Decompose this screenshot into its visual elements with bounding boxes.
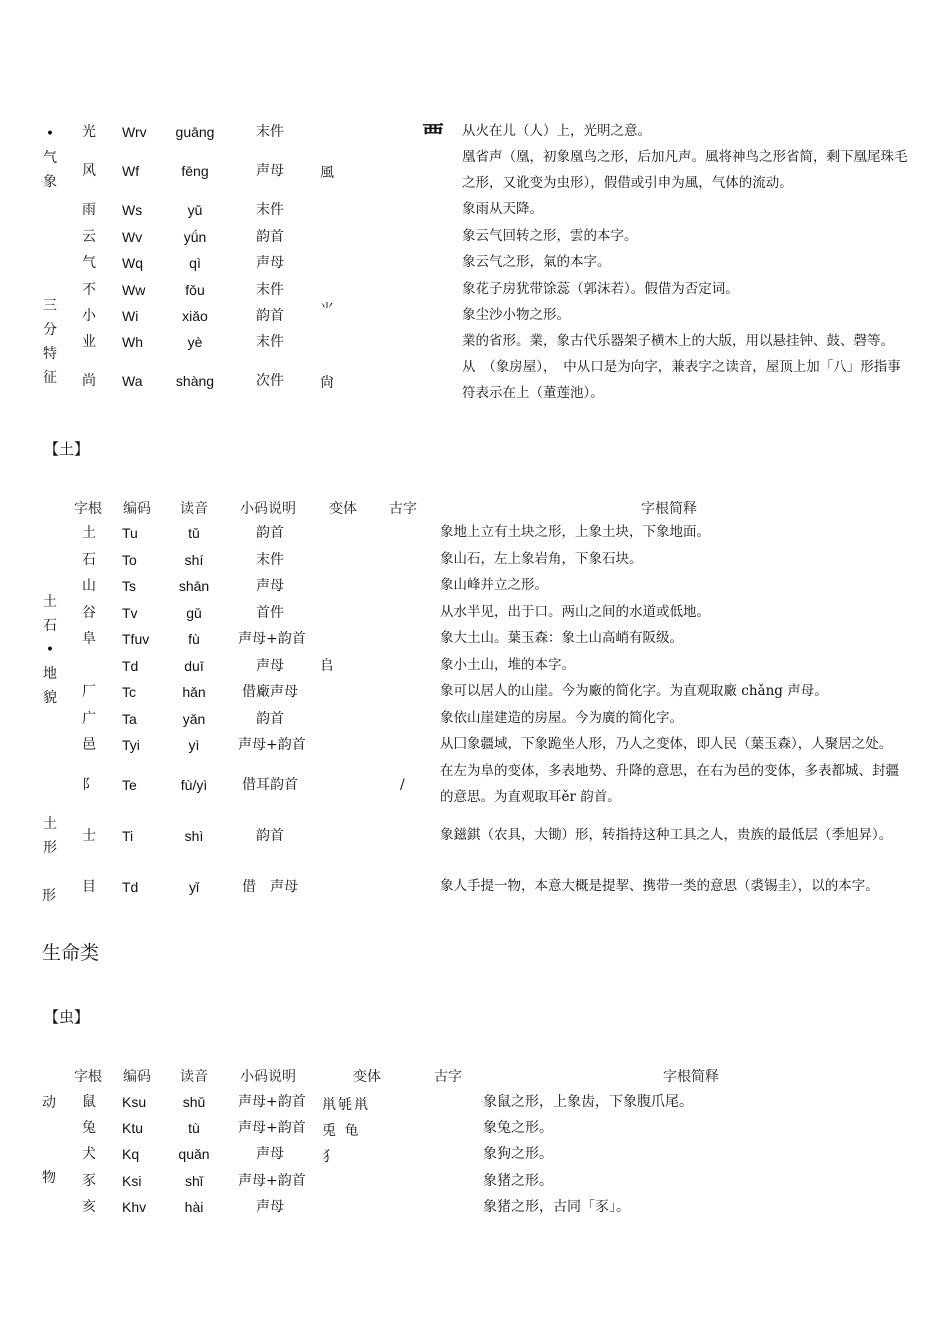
row-code: Tyi — [122, 737, 140, 753]
row-code: Te — [122, 777, 137, 793]
row-char: 邑 — [82, 737, 96, 753]
row-code: Khv — [122, 1199, 147, 1215]
row-variant: ⺌ — [320, 302, 334, 318]
row-reading: duī — [184, 658, 204, 674]
row-char: 阜 — [82, 631, 96, 647]
row-desc: 象猪之形。 — [483, 1173, 553, 1189]
row-char: 云 — [82, 229, 96, 245]
row-desc: 象小土山，堆的本字。 — [440, 657, 575, 673]
section-title: 生命类 — [42, 942, 100, 964]
row-desc: 象地上立有土块之形，上象土块，下象地面。 — [440, 524, 710, 540]
row-variant: 兎 龟 — [322, 1123, 361, 1139]
row-desc: 象可以居人的山崖。今为廠的简化字。为直观取廠 chǎng 声母。 — [440, 683, 828, 699]
row-char: 石 — [82, 552, 96, 568]
category-label-sanfen: 三分特征 — [43, 298, 57, 386]
header-char: 字根 — [74, 1069, 102, 1085]
row-desc: 象狗之形。 — [483, 1146, 553, 1162]
row-code: Tfuv — [122, 631, 150, 647]
row-desc: 象鼠之形，上象齿，下象腹爪尾。 — [483, 1094, 693, 1110]
row-char: 鼠 — [82, 1094, 96, 1110]
row-note: 末件 — [256, 124, 284, 140]
row-char: 豕 — [82, 1173, 96, 1189]
category-label-qixiang: • 气象 — [43, 126, 57, 190]
row-reading: shǐ — [185, 1173, 203, 1189]
row-note: 借 声母 — [242, 879, 298, 895]
section-heading-tu: 【土】 — [44, 440, 90, 458]
row-reading: yǘn — [183, 229, 207, 245]
row-variant: / — [400, 777, 405, 793]
row-desc: 象云气之形，氣的本字。 — [462, 254, 611, 270]
row-char: 山 — [82, 578, 96, 594]
row-desc: 象山石，左上象岩角，下象石块。 — [440, 551, 643, 567]
row-desc: 凰省声（凰，初象凰鸟之形，后加凡声。風将神鸟之形省简，剩下凰尾珠毛之形，又讹变为虫形），假借或引申为風，气体的流动。 — [462, 149, 908, 191]
category-label-wu: 物 — [42, 1170, 56, 1186]
row-note: 声母+韵首 — [238, 1094, 306, 1110]
row-desc: 象兔之形。 — [483, 1120, 553, 1136]
row-code: Ti — [122, 828, 134, 844]
row-note: 声母 — [256, 255, 284, 271]
header-ancient: 古字 — [389, 501, 417, 517]
row-variant: 風 — [320, 165, 334, 181]
header-variant: 变体 — [353, 1069, 381, 1085]
row-variant: 鼡㲒鼡 — [322, 1097, 370, 1113]
row-char: 犬 — [82, 1146, 96, 1162]
row-note: 韵首 — [256, 828, 284, 844]
row-variant: 尙 — [320, 375, 334, 391]
category-label-dong: 动 — [42, 1095, 56, 1111]
row-desc: 象花子房犹带馀蕊（郭沫若）。假借为否定词。 — [462, 281, 739, 297]
row-desc: 象云气回转之形，雲的本字。 — [462, 228, 638, 244]
row-code: Ksi — [122, 1173, 142, 1189]
row-code: Td — [122, 658, 139, 674]
row-code: Ww — [122, 282, 146, 298]
row-reading: yì — [188, 737, 200, 753]
row-note: 声母+韵首 — [238, 737, 306, 753]
row-reading: yè — [187, 334, 203, 350]
row-note: 借廠声母 — [242, 684, 298, 700]
row-char: 光 — [82, 124, 96, 140]
header-reading: 读音 — [180, 1069, 208, 1085]
row-code: Ta — [122, 711, 137, 727]
row-code: Wq — [122, 255, 143, 271]
row-reading: qì — [189, 255, 201, 271]
header-desc: 字根简释 — [641, 501, 697, 517]
row-char: 风 — [82, 163, 96, 179]
row-desc: 从火在儿（人）上，光明之意。 — [462, 123, 651, 139]
row-reading: shǔ — [182, 1094, 206, 1110]
row-code: Ksu — [122, 1094, 147, 1110]
row-char: 谷 — [82, 605, 96, 621]
header-note: 小码说明 — [240, 501, 296, 517]
header-desc: 字根简释 — [663, 1069, 719, 1085]
row-code: Ws — [122, 202, 143, 218]
row-reading: quǎn — [178, 1146, 210, 1162]
row-desc: 象雨从天降。 — [462, 201, 543, 217]
row-code: Ts — [122, 578, 136, 594]
row-code: Wi — [122, 308, 139, 324]
row-code: Td — [122, 879, 139, 895]
category-label-tuxing: 土形 — [43, 816, 57, 856]
header-code: 编码 — [123, 501, 151, 517]
row-reading: fǒu — [185, 282, 205, 298]
row-note: 韵首 — [256, 711, 284, 727]
row-char: 业 — [82, 334, 96, 350]
row-note: 借耳韵首 — [242, 777, 298, 793]
row-reading: hǎn — [182, 684, 206, 700]
row-desc: 从囗象疆域，下象跪坐人形，乃人之变体，即人民（葉玉森），人聚居之处。 — [440, 736, 893, 752]
row-code: To — [122, 552, 137, 568]
row-reading: tǔ — [188, 525, 200, 541]
row-variant: 犭 — [322, 1149, 338, 1165]
row-desc: 从水半见，出于口。两山之间的水道或低地。 — [440, 604, 710, 620]
row-char: 兔 — [82, 1120, 96, 1136]
row-code: Wv — [122, 229, 143, 245]
row-reading: fù — [188, 631, 200, 647]
section-heading-chong: 【虫】 — [44, 1008, 90, 1026]
row-note: 声母 — [256, 1199, 284, 1215]
row-reading: tù — [188, 1120, 200, 1136]
row-reading: fēng — [181, 163, 209, 179]
row-desc: 象依山崖建造的房屋。今为廣的简化字。 — [440, 710, 683, 726]
row-desc: 象鎡錤（农具，大锄）形，转指持这种工具之人，贵族的最低层（季旭昇）。 — [440, 827, 893, 843]
row-variant: 𠂤 — [320, 658, 334, 674]
row-char: 不 — [82, 282, 96, 298]
row-desc: 象人手提一物，本意大概是提挈、携带一类的意思（裘锡圭），以的本字。 — [440, 878, 879, 894]
row-note: 声母+韵首 — [238, 1173, 306, 1189]
row-note: 末件 — [256, 552, 284, 568]
header-ancient: 古字 — [434, 1069, 462, 1085]
row-code: Wrv — [122, 124, 147, 140]
row-char: 气 — [82, 255, 96, 271]
row-note: 首件 — [256, 605, 284, 621]
row-code: Wa — [122, 373, 143, 389]
row-char: 雨 — [82, 202, 96, 218]
row-reading: yǎn — [182, 711, 206, 727]
header-reading: 读音 — [180, 501, 208, 517]
row-char: 亥 — [82, 1199, 96, 1215]
row-char: 广 — [82, 711, 96, 727]
row-note: 声母 — [256, 658, 284, 674]
row-note: 次件 — [256, 373, 284, 389]
row-reading: hài — [184, 1199, 204, 1215]
row-desc: 象大土山。葉玉森：象土山高峭有阪级。 — [440, 630, 683, 646]
row-desc: 象猪之形，古同「豕」。 — [483, 1199, 630, 1215]
row-note: 末件 — [256, 334, 284, 350]
row-char: 阝 — [82, 777, 96, 793]
row-desc: 从 （象房屋）， 中从口是为向字，兼表字之读音，屋顶上加「八」形指事符表示在上（董莲池）。 — [462, 359, 901, 401]
row-reading: yǔ — [187, 202, 203, 218]
row-reading: fù/yì — [180, 777, 208, 793]
header-char: 字根 — [74, 501, 102, 517]
header-code: 编码 — [123, 1069, 151, 1085]
row-code: Wf — [122, 163, 140, 179]
row-reading: yǐ — [188, 879, 200, 895]
category-label-shi-dimao: 土石•地貌 — [43, 594, 57, 706]
row-note: 韵首 — [256, 229, 284, 245]
row-reading: guāng — [175, 124, 215, 140]
row-code: Wh — [122, 334, 143, 350]
row-char: 尚 — [82, 373, 96, 389]
row-desc: 在左为阜的变体，多表地势、升降的意思，在右为邑的变体，多表都城、封疆的意思。为直观取耳ěr 韵首。 — [440, 763, 899, 805]
row-desc: 象山峰并立之形。 — [440, 577, 548, 593]
row-note: 声母 — [256, 578, 284, 594]
row-note: 声母+韵首 — [238, 1120, 306, 1136]
row-note: 声母 — [256, 1146, 284, 1162]
row-note: 韵首 — [256, 525, 284, 541]
row-char: 士 — [82, 828, 96, 844]
row-char: 目 — [82, 879, 96, 895]
row-char: 土 — [82, 525, 96, 541]
row-reading: shàng — [175, 373, 215, 389]
row-code: Kq — [122, 1146, 140, 1162]
row-reading: shì — [184, 828, 204, 844]
row-reading: shí — [184, 552, 204, 568]
row-code: Tu — [122, 525, 138, 541]
row-note: 声母+韵首 — [238, 631, 306, 647]
row-note: 末件 — [256, 282, 284, 298]
row-char: 厂 — [82, 684, 96, 700]
row-reading: gǔ — [186, 605, 202, 621]
header-note: 小码说明 — [240, 1069, 296, 1085]
category-label-xing: 形 — [42, 888, 56, 904]
row-char: 小 — [82, 308, 96, 324]
row-code: Ktu — [122, 1120, 144, 1136]
row-desc: 象尘沙小物之形。 — [462, 307, 570, 323]
row-code: Tv — [122, 605, 138, 621]
row-note: 声母 — [256, 163, 284, 179]
row-reading: shān — [178, 578, 210, 594]
ancient-glyph-icon: ⻃ — [422, 122, 445, 148]
row-note: 韵首 — [256, 308, 284, 324]
header-variant: 变体 — [329, 501, 357, 517]
row-code: Tc — [122, 684, 136, 700]
row-desc: 業的省形。業，象古代乐器架子横木上的大版，用以悬挂钟、鼓、磬等。 — [462, 333, 894, 349]
row-note: 末件 — [256, 202, 284, 218]
row-reading: xiǎo — [182, 308, 208, 324]
